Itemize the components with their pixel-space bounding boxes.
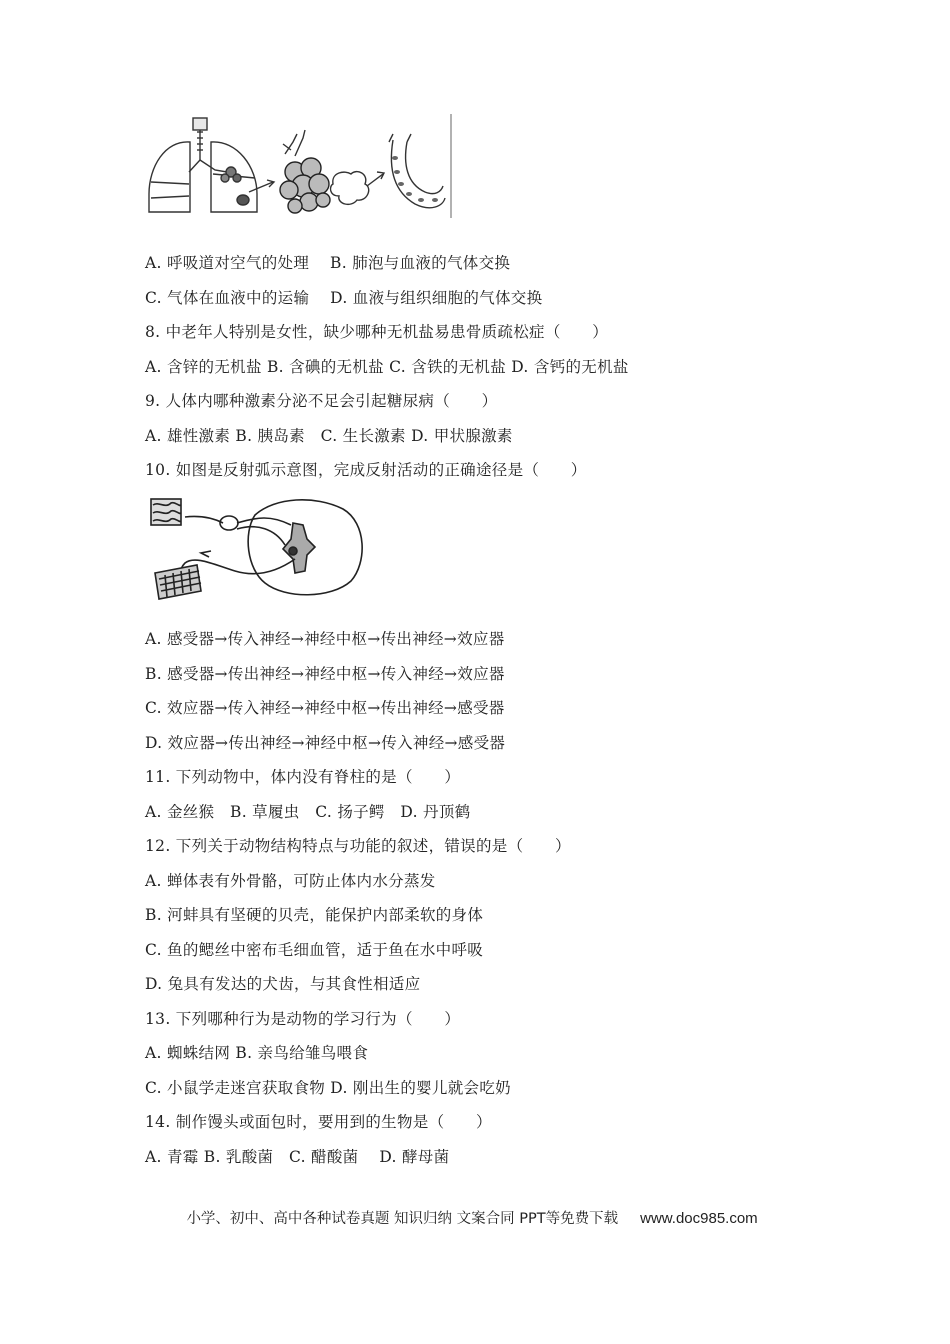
option-line: C. 气体在血液中的运输 D. 血液与组织细胞的气体交换 (145, 289, 543, 307)
option-line: B. 感受器→传出神经→神经中枢→传入神经→效应器 (145, 665, 505, 683)
option-line: C. 鱼的鳃丝中密布毛细血管，适于鱼在水中呼吸 (145, 941, 484, 959)
option-line: A. 呼吸道对空气的处理 B. 肺泡与血液的气体交换 (145, 254, 511, 272)
question-11: 11. 下列动物中，体内没有脊柱的是（ ） (145, 768, 461, 786)
question-12: 12. 下列关于动物结构特点与功能的叙述，错误的是（ ） (145, 837, 571, 855)
option-line: A. 含锌的无机盐 B. 含碘的无机盐 C. 含铁的无机盐 D. 含钙的无机盐 (145, 358, 629, 376)
question-8: 8. 中老年人特别是女性，缺少哪种无机盐易患骨质疏松症（ ） (145, 323, 609, 341)
reflex-arc-diagram (145, 493, 370, 601)
option-line: C. 小鼠学走迷宫获取食物 D. 刚出生的婴儿就会吃奶 (145, 1079, 511, 1097)
footer-text: 小学、初中、高中各种试卷真题 知识归纳 文案合同 PPT等免费下载 (186, 1211, 619, 1227)
option-line: A. 金丝猴 B. 草履虫 C. 扬子鳄 D. 丹顶鹤 (145, 803, 471, 821)
option-line: A. 蜘蛛结网 B. 亲鸟给雏鸟喂食 (145, 1044, 369, 1062)
question-13: 13. 下列哪种行为是动物的学习行为（ ） (145, 1010, 461, 1028)
option-line: A. 感受器→传入神经→神经中枢→传出神经→效应器 (145, 630, 505, 648)
question-10: 10. 如图是反射弧示意图，完成反射活动的正确途径是（ ） (145, 461, 587, 479)
option-line: A. 雄性激素 B. 胰岛素 C. 生长激素 D. 甲状腺激素 (145, 427, 513, 445)
footer-url[interactable]: www.doc985.com (640, 1210, 758, 1227)
option-line: A. 青霉 B. 乳酸菌 C. 醋酸菌 D. 酵母菌 (145, 1148, 450, 1166)
option-line: A. 蝉体表有外骨骼，可防止体内水分蒸发 (145, 872, 436, 890)
respiration-diagram (145, 112, 455, 220)
question-14: 14. 制作馒头或面包时，要用到的生物是（ ） (145, 1113, 492, 1131)
option-line: B. 河蚌具有坚硬的贝壳，能保护内部柔软的身体 (145, 906, 484, 924)
option-line: C. 效应器→传入神经→神经中枢→传出神经→感受器 (145, 699, 505, 717)
question-9: 9. 人体内哪种激素分泌不足会引起糖尿病（ ） (145, 392, 498, 410)
option-line: D. 效应器→传出神经→神经中枢→传入神经→感受器 (145, 734, 506, 752)
page-footer (168, 1191, 758, 1244)
option-line: D. 兔具有发达的犬齿，与其食性相适应 (145, 975, 421, 993)
